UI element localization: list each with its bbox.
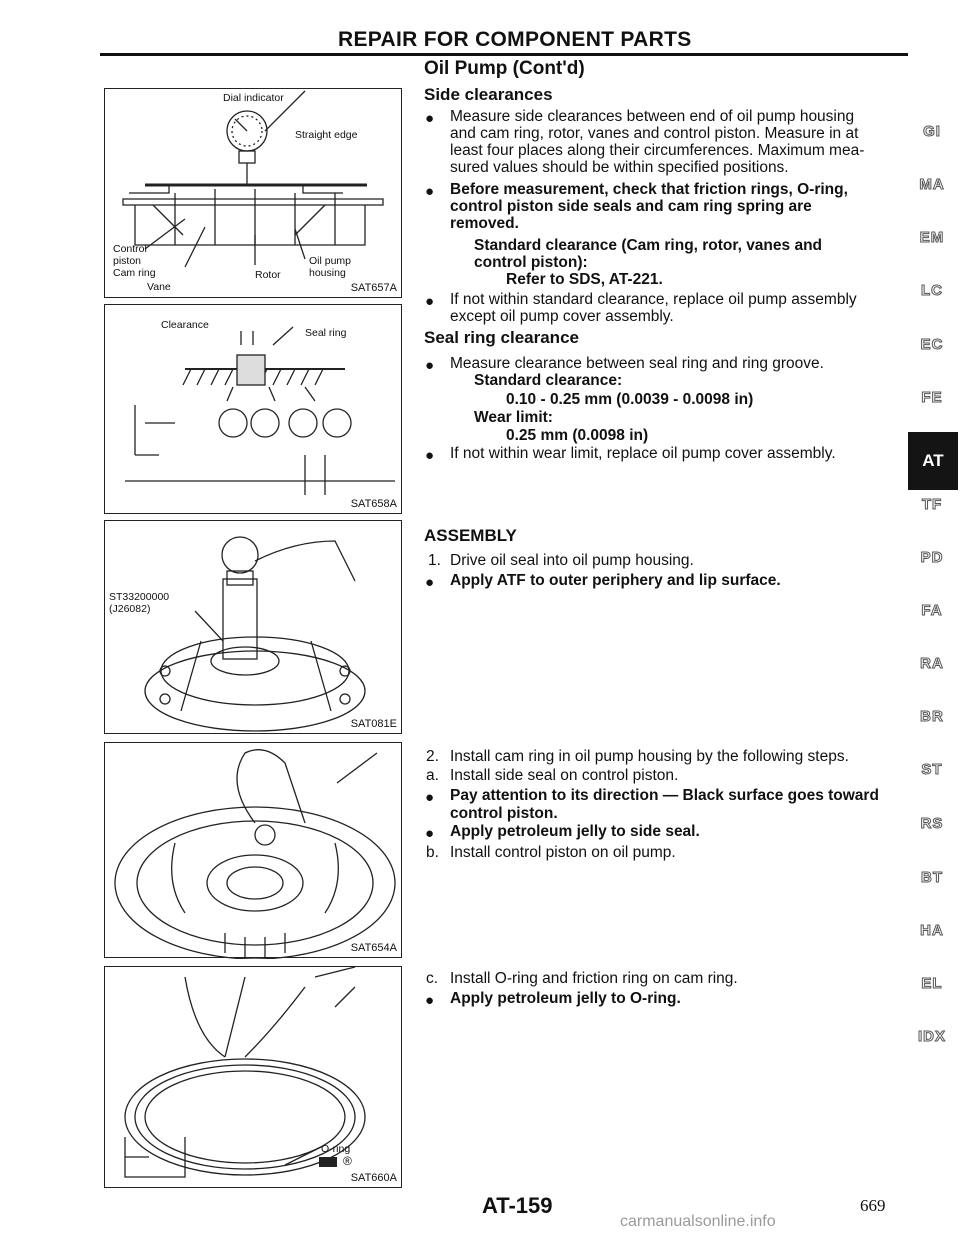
figure-side-clearance (104, 88, 402, 298)
nav-tab-ma[interactable]: MA (919, 176, 945, 193)
assembly-step-2c-note: Apply petroleum jelly to O-ring. (450, 990, 681, 1007)
figure-oil-seal-install (104, 520, 402, 734)
figure-code: SAT081E (350, 718, 397, 730)
wear-limit-value: 0.25 mm (0.0098 in) (506, 427, 649, 444)
seal-ring-diagram (105, 305, 403, 515)
standard-clearance-line-2: control piston): (474, 254, 588, 271)
nav-tab-ec[interactable]: EC (920, 336, 944, 353)
nav-tab-lc[interactable]: LC (921, 282, 943, 299)
nav-tab-bt[interactable]: BT (921, 869, 943, 886)
bullet: ● (425, 110, 435, 127)
side-step-1-line-2: and cam ring, rotor, vanes and control piston. Measure in at (450, 125, 859, 142)
nav-tab-pd[interactable]: PD (920, 549, 944, 566)
side-step-3-line-1: If not within standard clearance, replace oil pump assembly (450, 291, 857, 308)
step-letter: b. (426, 844, 439, 861)
label-vane: Vane (147, 281, 171, 293)
label-oring: O-ring (321, 1143, 351, 1155)
nav-tab-ha[interactable]: HA (920, 922, 944, 939)
page-code: AT-159 (482, 1193, 553, 1218)
label-cam-ring: Cam ring (113, 267, 156, 279)
step-number: 2. (426, 748, 439, 765)
wear-limit-label: Wear limit: (474, 409, 553, 426)
nav-tab-gi[interactable]: GI (923, 123, 941, 140)
figure-oring-install (104, 966, 402, 1188)
bullet: ● (425, 447, 435, 464)
figure-code: SAT654A (350, 942, 397, 954)
nav-tab-ra[interactable]: RA (920, 655, 944, 672)
assembly-step-2a: Install side seal on control piston. (450, 767, 679, 784)
step-number: 1. (428, 552, 441, 569)
seal-step-1: Measure clearance between seal ring and ring groove. (450, 355, 824, 372)
figure-code: SAT657A (350, 282, 397, 294)
side-step-2-line-1: Before measurement, check that friction rings, O-ring, (450, 181, 848, 198)
nav-tab-st[interactable]: ST (921, 761, 943, 778)
assembly-step-2a-note-line-2: control piston. (450, 805, 558, 822)
side-step-1-line-1: Measure side clearances between end of oil pump housing (450, 108, 855, 125)
bullet: ● (425, 789, 435, 806)
section-title: Oil Pump (Cont'd) (424, 58, 585, 79)
side-clearance-title: Side clearances (424, 85, 553, 104)
assembly-step-1-note: Apply ATF to outer periphery and lip surface. (450, 572, 781, 589)
page-number: 669 (860, 1196, 886, 1215)
nav-tab-rs[interactable]: RS (920, 815, 944, 832)
side-step-3-line-2: except oil pump cover assembly. (450, 308, 674, 325)
seal-standard-label: Standard clearance: (474, 372, 623, 389)
label-oil-pump-housing: Oil pump housing (309, 255, 352, 279)
bullet: ● (425, 357, 435, 374)
sds-reference: Refer to SDS, AT-221. (506, 271, 663, 288)
label-clearance: Clearance (161, 319, 209, 331)
bullet: ● (425, 825, 435, 842)
assembly-step-2c: Install O-ring and friction ring on cam ring. (450, 970, 738, 987)
nav-tab-idx[interactable]: IDX (917, 1028, 946, 1045)
oil-seal-tool-diagram (105, 521, 403, 735)
assembly-step-1: Drive oil seal into oil pump housing. (450, 552, 694, 569)
nav-tab-fa[interactable]: FA (921, 602, 943, 619)
service-symbol-icon (319, 1157, 337, 1167)
bullet: ● (425, 183, 435, 200)
nav-tab-em[interactable]: EM (919, 229, 945, 246)
figure-code: SAT660A (350, 1172, 397, 1184)
nav-tab-at-active[interactable]: AT (908, 432, 958, 490)
side-step-2-line-3: removed. (450, 215, 519, 232)
oring-diagram (105, 967, 403, 1189)
assembly-step-2a-note-2: Apply petroleum jelly to side seal. (450, 823, 700, 840)
header-rule (100, 53, 908, 56)
watermark: carmanualsonline.info (620, 1213, 776, 1230)
nav-tab-el[interactable]: EL (921, 975, 943, 992)
assembly-step-2a-note-line-1: Pay attention to its direction — Black surface goes toward (450, 787, 879, 804)
assembly-title: ASSEMBLY (424, 526, 517, 545)
control-piston-diagram (105, 743, 403, 959)
page-header: REPAIR FOR COMPONENT PARTS (338, 28, 692, 51)
seal-standard-value: 0.10 - 0.25 mm (0.0039 - 0.0098 in) (506, 391, 754, 408)
service-symbol-mark: ® (343, 1154, 352, 1168)
seal-step-2: If not within wear limit, replace oil pump cover assembly. (450, 445, 836, 462)
bullet: ● (425, 992, 435, 1009)
bullet: ● (425, 293, 435, 310)
side-step-1-line-3: least four places along their circumferences. Maximum mea- (450, 142, 865, 159)
label-seal-ring: Seal ring (305, 327, 347, 339)
bullet: ● (425, 574, 435, 591)
standard-clearance-line-1: Standard clearance (Cam ring, rotor, vanes and (474, 237, 823, 254)
side-step-1-line-4: sured values should be within specified positions. (450, 159, 789, 176)
label-tool-number: ST33200000 (J26082) (109, 591, 170, 615)
nav-tab-br[interactable]: BR (920, 708, 944, 725)
nav-tab-tf[interactable]: TF (921, 496, 943, 513)
label-straight-edge: Straight edge (295, 129, 358, 141)
step-letter: c. (426, 970, 439, 987)
figure-code: SAT658A (350, 498, 397, 510)
assembly-step-2b: Install control piston on oil pump. (450, 844, 676, 861)
seal-ring-title: Seal ring clearance (424, 328, 579, 347)
nav-tab-fe[interactable]: FE (921, 389, 943, 406)
figure-seal-ring-clearance (104, 304, 402, 514)
step-letter: a. (426, 767, 439, 784)
side-step-2-line-2: control piston side seals and cam ring spring are (450, 198, 812, 215)
label-dial-indicator: Dial indicator (223, 92, 284, 104)
assembly-step-2: Install cam ring in oil pump housing by the following steps. (450, 748, 849, 765)
label-rotor: Rotor (255, 269, 281, 281)
figure-control-piston-install (104, 742, 402, 958)
label-control-piston: Control piston (113, 243, 147, 267)
